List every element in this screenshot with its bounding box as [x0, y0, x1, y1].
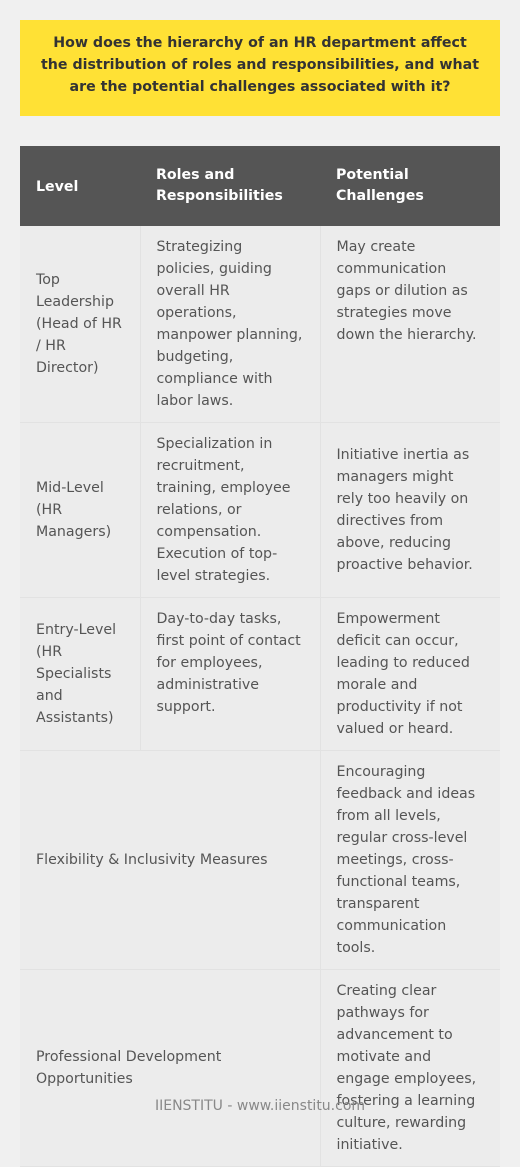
cell-challenges: Creating clear pathways for advancement to motivate and engage employees, fostering a learning culture, rewarding initiative.: [320, 970, 500, 1167]
cell-challenges: Initiative inertia as managers might rely too heavily on directives from above, reducing proactive behavior.: [320, 423, 500, 598]
question-text: How does the hierarchy of an HR department affect the distribution of roles and responsibilities, and what are the potential challenges associated with it?: [41, 35, 479, 95]
header-level: Level: [20, 146, 140, 226]
cell-roles: Day-to-day tasks, first point of contact for employees, administrative support.: [140, 598, 320, 751]
question-box: [20, 20, 500, 116]
header-challenges: Potential Challenges: [320, 146, 500, 226]
cell-level: Professional Development Opportunities: [20, 970, 320, 1167]
cell-level: Entry-Level (HR Specialists and Assistants): [20, 598, 140, 751]
table-row: [20, 423, 500, 598]
cell-roles: Specialization in recruitment, training, employee relations, or compensation. Execution of top-level strategies.: [140, 423, 320, 598]
header-roles: Roles and Responsibilities: [140, 146, 320, 226]
cell-challenges: May create communication gaps or dilution as strategies move down the hierarchy.: [320, 226, 500, 423]
cell-level: Mid-Level (HR Managers): [20, 423, 140, 598]
footer-credit: IIENSTITU - www.iienstitu.com: [154, 1098, 366, 1114]
table-row: [20, 598, 500, 751]
cell-challenges: Empowerment deficit can occur, leading to reduced morale and productivity if not valued or heard.: [320, 598, 500, 751]
cell-level: Flexibility & Inclusivity Measures: [20, 751, 320, 970]
cell-challenges: Encouraging feedback and ideas from all levels, regular cross-level meetings, cross-functional teams, transparent communication tools.: [320, 751, 500, 970]
cell-roles: Strategizing policies, guiding overall HR operations, manpower planning, budgeting, compliance with labor laws.: [140, 226, 320, 423]
cell-level: Top Leadership (Head of HR / HR Director): [20, 226, 140, 423]
hr-hierarchy-table: [20, 146, 500, 1167]
table-row: [20, 226, 500, 423]
table-header-row: [20, 146, 500, 226]
table-row: [20, 970, 500, 1167]
table-row: [20, 751, 500, 970]
